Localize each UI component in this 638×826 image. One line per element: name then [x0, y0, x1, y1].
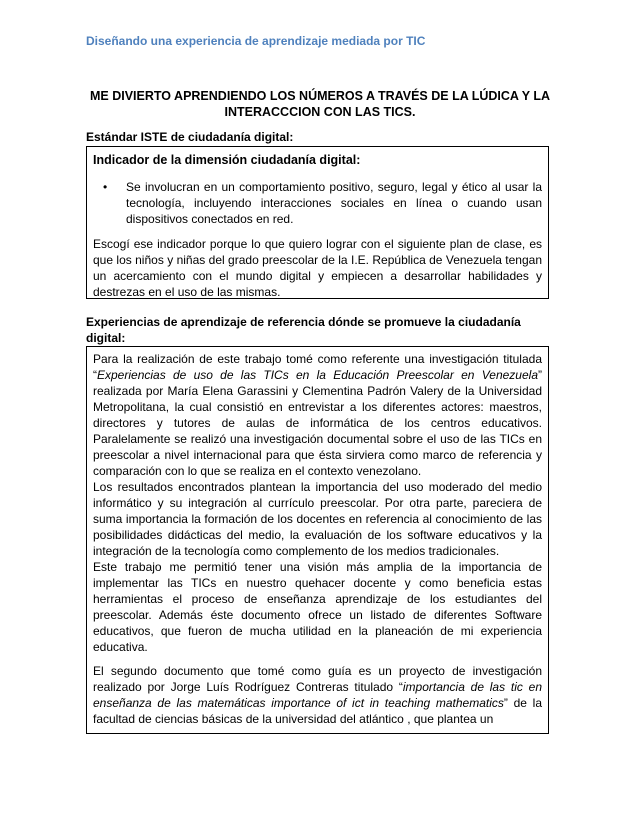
experience-paragraph-1 — [93, 351, 542, 479]
indicator-box — [86, 146, 549, 299]
experience-paragraph-3: Este trabajo me permitió tener una visión más amplia de la importancia de implementar las TICs en nuestro quehacer docente y como beneficia estas herramientas el proceso de enseñanza aprendizaje de los estudiantes del preescolar. Además éste documento ofrece un listado de diferentes Software educativos, que fueron de mucha utilidad en la planeación de mi experiencia educativa. — [93, 560, 542, 654]
p4-text-a: El segundo documento que tomé como guía es un proyecto de investigación realizado por Jorge Luís Rodríguez Contreras titulado “ — [93, 664, 542, 694]
indicator-bullet-text: Se involucran en un comportamiento positivo, seguro, legal y ético al usar la tecnología, incluyendo interacciones sociales en línea o cuando usan dispositivos conectados en red. — [126, 180, 542, 226]
page-title: ME DIVIERTO APRENDIENDO LOS NÚMEROS A TRAVÉS DE LA LÚDICA Y LA INTERACCCION CON LAS TICS. — [90, 89, 550, 119]
bullet-icon: • — [103, 180, 108, 194]
p4-italic-title: importancia de las tic en enseñanza de las matemáticas importance of ict in teaching mathematics — [93, 680, 542, 710]
indicator-bullet — [93, 179, 542, 227]
p4-text-b: ” de la facultad de ciencias básicas de la universidad del atlántico , que plantea un — [93, 696, 543, 726]
p1-text-b: ” realizada por María Elena Garassini y Clementina Padrón Valery de la Universidad Metropolitana, la cual consistió en entrevistar a los diferentes actores: maestros, directores y tutores de aulas de informática de los centros educativos. Paralelamente se realizó una investigación documental sobre el uso de las TICs en preescolar a nivel internacional para que ésta sirviera como marco de referencia y comparación con lo que se realiza en el contexto venezolano. — [93, 368, 542, 478]
indicator-reason: Escogí ese indicador porque lo que quiero lograr con el siguiente plan de clase, es que los niños y niñas del grado preescolar de la I.E. República de Venezuela tengan un acercamiento con el mundo digital y empiecen a desarrollar habilidades y destrezas en el uso de las mismas. — [93, 237, 542, 299]
experience-paragraph-2: Los resultados encontrados plantean la importancia del uso moderado del medio informático y su integración al currículo preescolar. Por otra parte, pareciera de suma importancia la formación de los docentes en referencia al conocimiento de las posibilidades didácticas del medio, la evaluación de los software educativos y la integración de la tecnología como complemento de los medios tradicionales. — [93, 480, 542, 558]
p1-text-a: Para la realización de este trabajo tomé como referente una investigación titulada “ — [93, 352, 542, 382]
standard-label: Estándar ISTE de ciudadanía digital: — [86, 130, 294, 144]
indicator-heading: Indicador de la dimensión ciudadanía digital: — [93, 153, 361, 167]
experiences-box — [86, 346, 549, 734]
document-header: Diseñando una experiencia de aprendizaje mediada por TIC — [86, 34, 426, 48]
experiences-label: Experiencias de aprendizaje de referencia dónde se promueve la ciudadanía digital: — [86, 315, 521, 345]
experience-paragraph-4 — [93, 663, 542, 727]
p1-italic-title: Experiencias de uso de las TICs en la Educación Preescolar en Venezuela — [97, 368, 538, 382]
